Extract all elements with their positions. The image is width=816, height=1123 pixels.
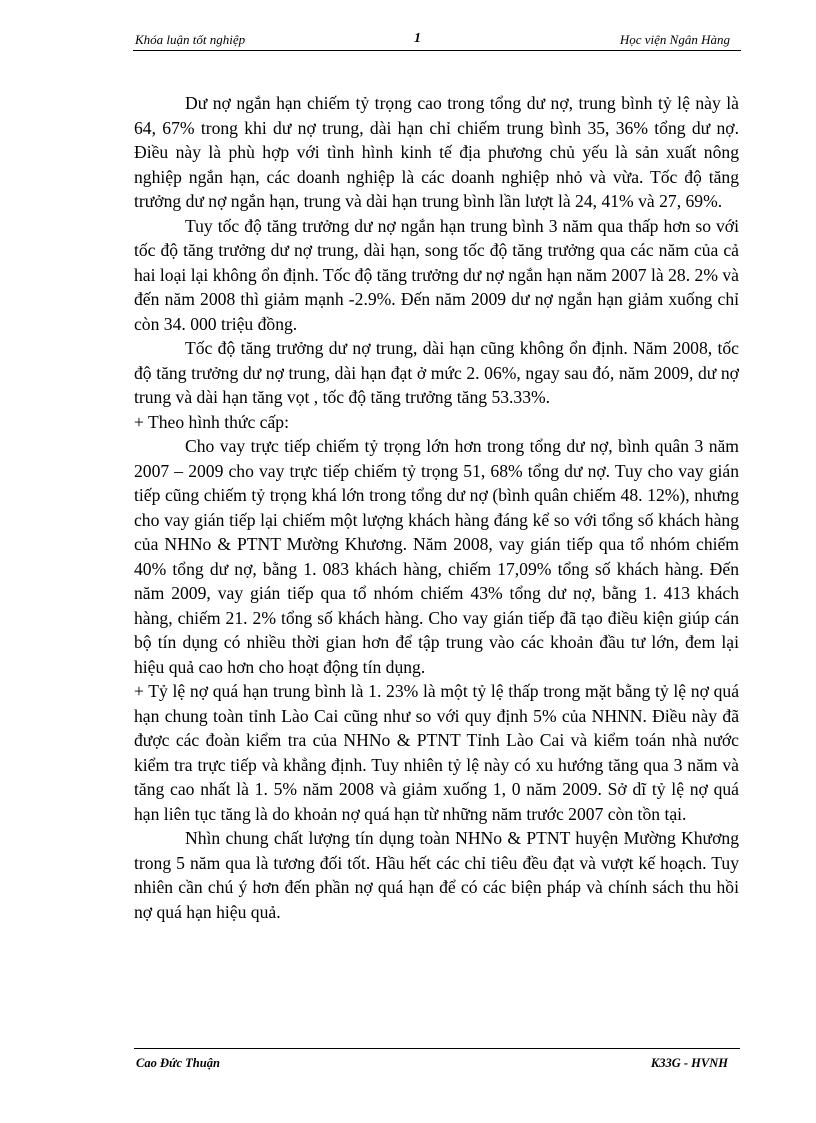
page-footer	[134, 1048, 740, 1070]
footer-class-code: K33G - HVNH	[650, 1056, 728, 1070]
paragraph-short-term-debt: Dư nợ ngắn hạn chiếm tỷ trọng cao trong tổng dư nợ, trung bình tỷ lệ này là 64, 67% trong khi dư nợ trung, dài hạn chỉ chiếm trung bình 35, 36% tổng dư nợ. Điều này là phù hợp với tình hình kinh tế địa phương chủ yếu là sản xuất nông nghiệp ngắn hạn, các doanh nghiệp là các doanh nghiệp nhỏ và vừa. Tốc độ tăng trưởng dư nợ ngắn hạn, trung và dài hạn trung bình lần lượt là 24, 41% và 27, 69%.	[134, 93, 739, 211]
paragraph-overdue-debt-ratio: + Tỷ lệ nợ quá hạn trung bình là 1. 23% là một tỷ lệ thấp trong mặt bằng tỷ lệ nợ quá hạn chung toàn tỉnh Lào Cai cũng như so với quy định 5% của NHNN. Điều này đã được các đoàn kiểm tra của NHNo & PTNT Tỉnh Lào Cai và kiểm toán nhà nước kiểm tra trực tiếp và khẳng định. Tuy nhiên tỷ lệ này có xu hướng tăng qua 3 năm và tăng cao nhất là 1. 5% năm 2008 và giảm xuống 1, 0 năm 2009. Sở dĩ tỷ lệ nợ quá hạn liên tục tăng là do khoản nợ quá hạn từ những năm trước 2007 còn tồn tại.	[134, 681, 739, 824]
header-page-number: 1	[414, 31, 421, 46]
page-header	[133, 30, 741, 51]
paragraph-conclusion: Nhìn chung chất lượng tín dụng toàn NHNo & PTNT huyện Mường Khương trong 5 năm qua là tương đối tốt. Hầu hết các chỉ tiêu đều đạt và vượt kế hoạch. Tuy nhiên cần chú ý hơn đến phần nợ quá hạn để có các biện pháp và chính sách thu hồi nợ quá hạn hiệu quả.	[134, 828, 739, 922]
footer-author: Cao Đức Thuận	[136, 1056, 220, 1070]
paragraph-direct-indirect-lending: Cho vay trực tiếp chiếm tỷ trọng lớn hơn trong tổng dư nợ, bình quân 3 năm 2007 – 2009 cho vay trực tiếp chiếm tỷ trọng 51, 68% tổng dư nợ. Tuy cho vay gián tiếp cũng chiếm tỷ trọng khá lớn trong tổng dư nợ (bình quân chiếm 48. 12%), nhưng cho vay gián tiếp lại chiếm một lượng khách hàng đáng kể so với tổng số khách hàng của NHNo & PTNT Mường Khương. Năm 2008, vay gián tiếp qua tổ nhóm chiếm 40% tổng dư nợ, bằng 1. 083 khách hàng, chiếm 17,09% tổng số khách hàng. Đến năm 2009, vay gián tiếp qua tổ nhóm chiếm 43% tổng dư nợ, bằng 1. 413 khách hàng, chiếm 21. 2% tổng số khách hàng. Cho vay gián tiếp đã tạo điều kiện giúp cán bộ tín dụng có nhiều thời gian hơn để tập trung vào các khoản đầu tư lớn, đem lại hiệu quả cao hơn cho hoạt động tín dụng.	[134, 436, 739, 677]
paragraph-growth-rate: Tuy tốc độ tăng trưởng dư nợ ngắn hạn trung bình 3 năm qua thấp hơn so với tốc độ tăng trưởng dư nợ trung, dài hạn, song tốc độ tăng trưởng qua các năm của cả hai loại lại không ổn định. Tốc độ tăng trưởng dư nợ ngắn hạn năm 2007 là 28. 2% và đến năm 2008 thì giảm mạnh -2.9%. Đến năm 2009 dư nợ ngắn hạn giảm xuống chỉ còn 34. 000 triệu đồng.	[134, 215, 739, 334]
section-label-form-of-lending: + Theo hình thức cấp:	[134, 411, 289, 432]
header-document-type: Khóa luận tốt nghiệp	[135, 32, 246, 47]
header-institution: Học viện Ngân Hàng	[619, 32, 730, 47]
document-body	[134, 91, 739, 924]
paragraph-medium-long-term: Tốc độ tăng trưởng dư nợ trung, dài hạn cũng không ổn định. Năm 2008, tốc độ tăng trưởng dư nợ trung, dài hạn đạt ở mức 2. 06%, ngay sau đó, năm 2009, dư nợ trung và dài hạn tăng vọt , tốc độ tăng trưởng tăng 53.33%.	[134, 338, 739, 407]
